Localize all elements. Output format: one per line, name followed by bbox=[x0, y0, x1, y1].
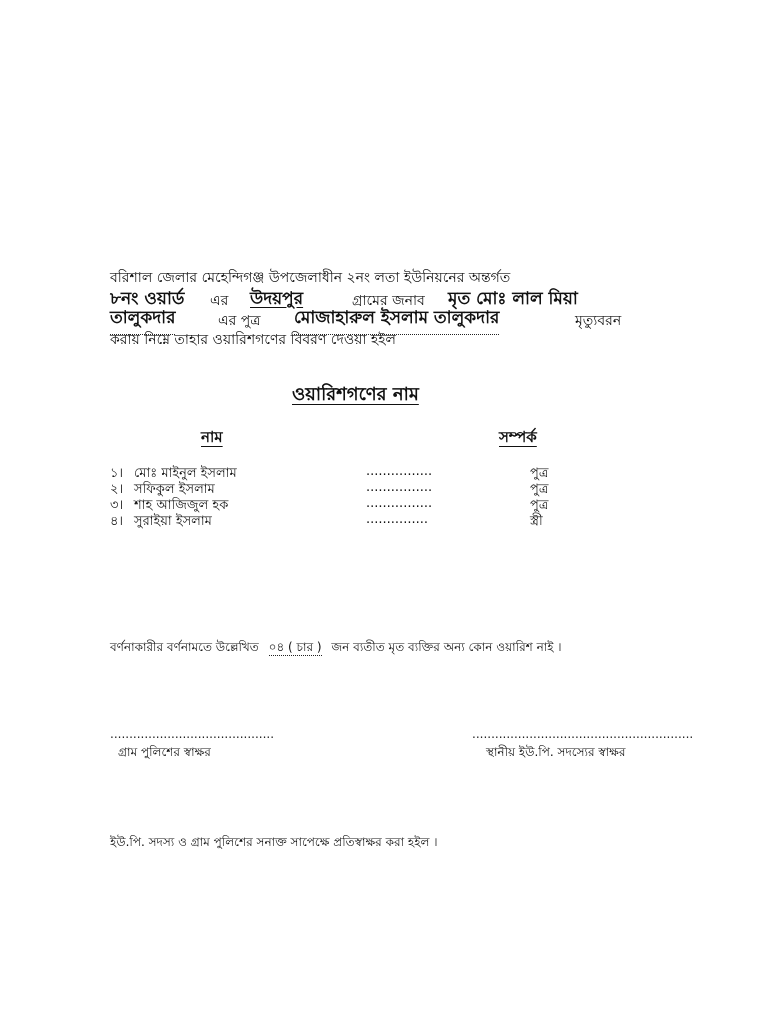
heir-serial: ২। bbox=[110, 482, 124, 497]
statement-after: জন ব্যতীত মৃত ব্যক্তির অন্য কোন ওয়ারিশ নাই । bbox=[331, 640, 562, 654]
heir-dots: ................ bbox=[366, 464, 433, 479]
list-item bbox=[110, 512, 560, 529]
heir-serial: ৪। bbox=[110, 514, 124, 529]
statement-before: বর্ণনাকারীর বর্ণনামতে উল্লেখিত bbox=[110, 640, 259, 654]
heir-relation: স্ত্রী bbox=[530, 514, 543, 529]
heir-relation: পুত্র bbox=[530, 482, 549, 497]
page-title: ওয়ারিশগণের নাম bbox=[292, 384, 419, 405]
heir-name: সফিকুল ইসলাম bbox=[134, 482, 215, 497]
signature-line-right: .......................................................... bbox=[472, 727, 694, 741]
heir-dots: ................ bbox=[366, 496, 433, 511]
heir-name: মোঃ মাইনুল ইসলাম bbox=[134, 466, 237, 481]
heir-dots: ............... bbox=[366, 512, 428, 527]
list-item bbox=[110, 464, 560, 481]
column-header-relation: সম্পর্ক bbox=[499, 428, 537, 446]
heir-name: সুরাইয়া ইসলাম bbox=[134, 514, 212, 529]
deceased-name: মোজাহারুল ইসলাম তালুকদার bbox=[294, 305, 499, 335]
heir-serial: ১। bbox=[110, 466, 124, 481]
heir-count: ০৪ ( চার ) bbox=[268, 640, 322, 654]
death-word: মৃত্যুবরন bbox=[575, 313, 622, 329]
signature-label-left: গ্রাম পুলিশের স্বাক্ষর bbox=[118, 745, 211, 759]
village-suffix: গ্রামের জনাব bbox=[352, 293, 425, 309]
footer-countersign: ইউ.পি. সদস্য ও গ্রাম পুলিশের সনাক্ত সাপেক্ষে প্রতিস্বাক্ষর করা হইল । bbox=[110, 835, 438, 849]
heir-name: শাহ আজিজুল হক bbox=[134, 498, 229, 513]
father-name-continued: তালুকদার bbox=[110, 305, 175, 335]
ward-number: ৮নং ওয়ার্ড bbox=[110, 289, 185, 309]
intro-line-1: বরিশাল জেলার মেহেন্দিগঞ্জ উপজেলাধীন ২নং লতা ইউনিয়নের অন্তর্গত bbox=[110, 270, 511, 286]
intro-er-1: এর bbox=[210, 293, 229, 309]
statement-text bbox=[110, 639, 562, 659]
signature-label-right: স্থানীয় ইউ.পি. সদস্যের স্বাক্ষর bbox=[486, 745, 626, 759]
father-name: মৃত মোঃ লাল মিয়া bbox=[448, 289, 578, 309]
village-name: উদয়পুর bbox=[250, 289, 304, 309]
heir-relation: পুত্র bbox=[530, 466, 549, 481]
intro-son-of: এর পুত্র bbox=[218, 313, 261, 329]
heir-relation: পুত্র bbox=[530, 498, 549, 513]
heir-dots: ................ bbox=[366, 480, 433, 495]
heir-serial: ৩। bbox=[110, 498, 124, 513]
list-item bbox=[110, 480, 560, 497]
list-item bbox=[110, 496, 560, 513]
intro-line-4: করায় নিম্নে তাহার ওয়ারিশগণের বিবরণ দেওয়া হইল bbox=[110, 332, 396, 348]
column-header-name: নাম bbox=[201, 428, 223, 446]
signature-line-left: ........................................... bbox=[110, 727, 275, 741]
